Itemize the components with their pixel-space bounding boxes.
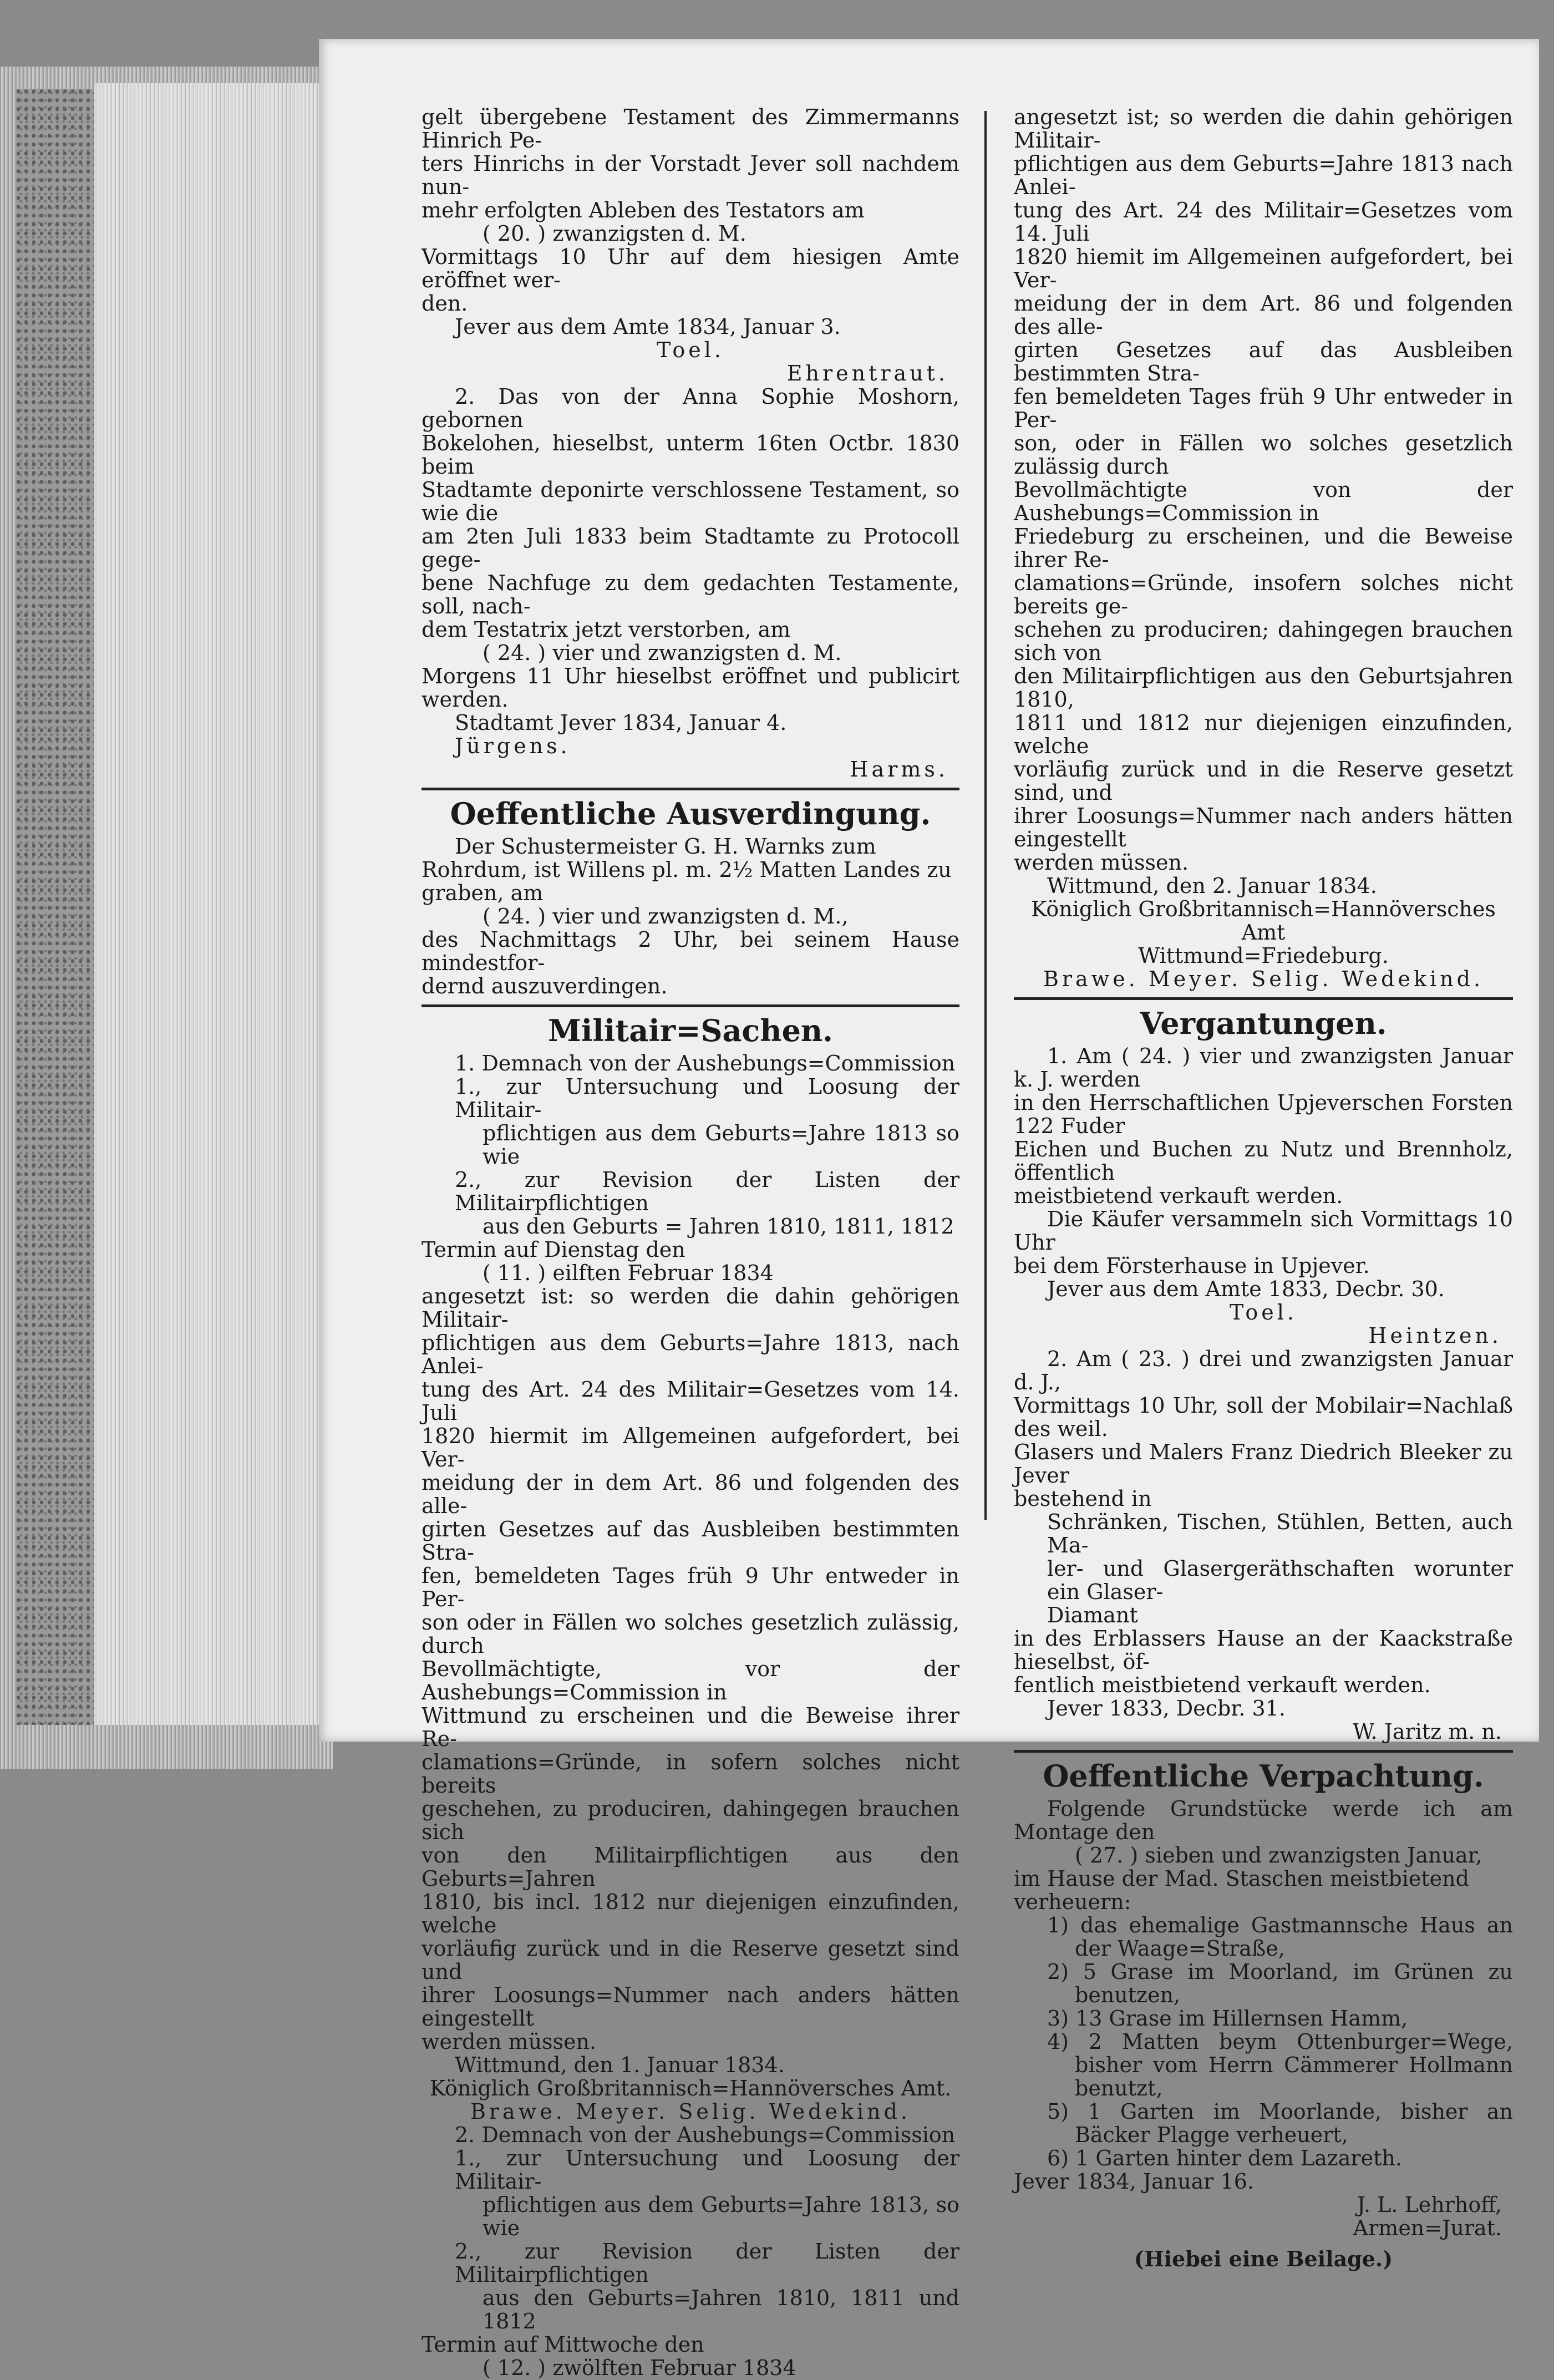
text-line: mehr erfolgten Ableben des Testators am: [421, 198, 865, 222]
text-line: girten Gesetzes auf das Ausbleiben bestimmten Stra-: [1014, 338, 1513, 385]
signature: W. Jaritz m. n.: [1353, 1719, 1502, 1744]
text-line: werden müssen.: [1014, 850, 1189, 875]
text-line: 1. Am ( 24. ) vier und zwanzigsten Januar k. J. werden: [1014, 1044, 1513, 1092]
signature: Harms.: [850, 757, 948, 782]
text-line: Wittmund zu erscheinen und die Beweise ihrer Re-: [421, 1703, 959, 1751]
text-line: vorläufig zurück und in die Reserve gesetzt sind, und: [1014, 757, 1513, 805]
text-line: Rohrdum, ist Willens pl. m. 2½ Matten Landes zu: [421, 857, 952, 882]
text-line: von den Militairpflichtigen aus den Geburts=Jahren: [421, 1843, 959, 1891]
date-line: ( 24. ) vier und zwanzigsten d. M.,: [483, 904, 849, 928]
list-item: 3) 13 Grase im Hillernsen Hamm,: [1047, 2006, 1408, 2031]
text-line: Bokelohen, hieselbst, unterm 16ten Octbr. 1830 beim: [421, 431, 959, 479]
testament-notice-2: [421, 385, 959, 781]
list-item: 4) 2 Matten beym Ottenburger=Wege, bisher vom Herrn Cämmerer Hollmann benutzt,: [1047, 2029, 1513, 2100]
text-line: des Nachmittags 2 Uhr, bei seinem Hause mindestfor-: [421, 927, 959, 975]
text-line: am 2ten Juli 1833 beim Stadtamte zu Protocoll gege-: [421, 524, 959, 572]
date-line: ( 24. ) vier und zwanzigsten d. M.: [483, 641, 842, 665]
text-line: 2. Das von der Anna Sophie Moshorn, gebornen: [421, 384, 959, 432]
date-line: ( 20. ) zwanzigsten d. M.: [483, 221, 746, 246]
text-line: Der Schustermeister G. H. Warnks zum: [455, 834, 876, 859]
text-line: ihrer Loosungs=Nummer nach anders hätten eingestellt: [421, 1983, 959, 2031]
text-line: Stadtamte deponirte verschlossene Testament, so wie die: [421, 478, 959, 525]
place-date: Wittmund, den 1. Januar 1834.: [455, 2053, 785, 2077]
section-rule: [421, 1004, 959, 1007]
place-date: Jever aus dem Amte 1834, Januar 3.: [455, 314, 841, 339]
text-line: 1820 hiermit im Allgemeinen aufgefordert, bei Ver-: [421, 1424, 959, 1471]
text-line: Bevollmächtigte von der Aushebungs=Commission in: [1014, 478, 1513, 525]
signature-line: Brawe. Meyer. Selig. Wedekind.: [1043, 967, 1484, 991]
text-line: geschehen, zu produciren, dahingegen brauchen sich: [421, 1797, 959, 1844]
text-line: werden müssen.: [421, 2029, 597, 2054]
text-line: Friedeburg zu erscheinen, und die Beweise ihrer Re-: [1014, 524, 1513, 572]
text-line: 2., zur Revision der Listen der Militairpflichtigen: [455, 2239, 959, 2287]
text-line: aus den Geburts = Jahren 1810, 1811, 1812: [483, 1214, 954, 1239]
authority-line: Königlich Großbritannisch=Hannöversches Amt: [1031, 897, 1496, 945]
signature-line: Brawe. Meyer. Selig. Wedekind.: [470, 2099, 911, 2124]
text-line: im Hause der Mad. Staschen meistbietend verheuern:: [1014, 1866, 1469, 1914]
text-line: bene Nachfuge zu dem gedachten Testamente, soll, nach-: [421, 571, 959, 618]
section-heading: Vergantungen.: [1140, 1006, 1387, 1041]
section-rule: [1014, 997, 1513, 1000]
text-line: angesetzt ist; so werden die dahin gehörigen Militair-: [1014, 105, 1513, 153]
date-line: ( 27. ) sieben und zwanzigsten Januar,: [1075, 1843, 1482, 1868]
text-line: in des Erblassers Hause an der Kaackstraße hieselbst, öf-: [1014, 1626, 1513, 1674]
text-line: Morgens 11 Uhr hieselbst eröffnet und publicirt werden.: [421, 664, 959, 712]
section-rule: [1014, 1750, 1513, 1753]
date-line: ( 12. ) zwölften Februar 1834: [483, 2356, 796, 2380]
text-line: den.: [421, 291, 468, 316]
text-line: schehen zu produciren; dahingegen brauchen sich von: [1014, 617, 1513, 665]
text-line: 2., zur Revision der Listen der Militairpflichtigen: [455, 1168, 959, 1215]
vergantungen-section: [1014, 1006, 1513, 1743]
text-line: 1820 hiemit im Allgemeinen aufgefordert, bei Ver-: [1014, 245, 1513, 292]
section-heading: Militair=Sachen.: [547, 1013, 833, 1048]
column-divider: [984, 111, 987, 1520]
authority-line: Königlich Großbritannisch=Hannöversches Amt.: [429, 2076, 952, 2100]
text-line: pflichtigen aus dem Geburts=Jahre 1813, nach Anlei-: [421, 1331, 959, 1378]
ausverdingung-section: [421, 796, 959, 998]
place-date: Stadtamt Jever 1834, Januar 4.: [455, 711, 787, 735]
text-line: pflichtigen aus dem Geburts=Jahre 1813 so wie: [483, 1121, 959, 1169]
text-line: meidung der in dem Art. 86 und folgenden des alle-: [1014, 291, 1513, 339]
place-date: Jever 1834, Januar 16.: [1014, 2169, 1254, 2194]
text-line: meidung der in dem Art. 86 und folgenden des alle-: [421, 1470, 959, 1518]
text-line: 2. Demnach von der Aushebungs=Commission: [455, 2123, 956, 2147]
supplement-note: (Hiebei eine Beilage.): [1134, 2246, 1393, 2271]
verpachtung-section: [1014, 1758, 1513, 2271]
text-line: Eichen und Buchen zu Nutz und Brennholz, öffentlich: [1014, 1137, 1513, 1185]
text-line: Glasers und Malers Franz Diedrich Bleeker zu Jever: [1014, 1440, 1513, 1488]
text-line: Termin auf Dienstag den: [421, 1237, 685, 1262]
text-line: Termin auf Mittwoche den: [421, 2332, 704, 2357]
text-line: 1811 und 1812 nur diejenigen einzufinden, welche: [1014, 711, 1513, 758]
text-line: 1., zur Untersuchung und Loosung der Militair-: [455, 2146, 959, 2194]
text-line: clamations=Gründe, insofern solches nicht bereits ge-: [1014, 571, 1513, 618]
left-column: [421, 105, 959, 2379]
text-line: aus den Geburts=Jahren 1810, 1811 und 1812: [483, 2286, 959, 2333]
newspaper-page: [319, 39, 1539, 2380]
right-column: [1014, 105, 1513, 2271]
text-line: Diamant: [1047, 1603, 1138, 1627]
text-line: vorläufig zurück und in die Reserve gesetzt sind und: [421, 1936, 959, 1984]
text-line: den Militairpflichtigen aus den Geburtsjahren 1810,: [1014, 664, 1513, 712]
text-line: Vormittags 10 Uhr, soll der Mobilair=Nachlaß des weil.: [1014, 1393, 1513, 1441]
text-line: meistbietend verkauft werden.: [1014, 1184, 1343, 1208]
text-line: graben, am: [421, 881, 544, 905]
text-line: son, oder in Fällen wo solches gesetzlich zulässig durch: [1014, 431, 1513, 479]
text-line: 1. Demnach von der Aushebungs=Commission: [455, 1051, 956, 1075]
date-line: ( 11. ) eilften Februar 1834: [483, 1261, 774, 1285]
text-line: 1810, bis incl. 1812 nur diejenigen einzufinden, welche: [421, 1890, 959, 1937]
signature: Jürgens.: [455, 734, 571, 758]
text-line: son oder in Fällen wo solches gesetzlich zulässig, durch: [421, 1610, 959, 1658]
text-line: tung des Art. 24 des Militair=Gesetzes vom 14. Juli: [421, 1377, 959, 1425]
place-date: Jever aus dem Amte 1833, Decbr. 30.: [1047, 1277, 1445, 1301]
book-cover-marbled: [17, 89, 94, 1725]
signature: Armen=Jurat.: [1353, 2216, 1502, 2240]
text-line: dem Testatrix jetzt verstorben, am: [421, 617, 791, 642]
section-heading: Oeffentliche Verpachtung.: [1043, 1758, 1484, 1794]
text-line: fen, bemeldeten Tages früh 9 Uhr entweder in Per-: [421, 1564, 959, 1611]
list-item: 6) 1 Garten hinter dem Lazareth.: [1047, 2146, 1402, 2170]
text-line: tung des Art. 24 des Militair=Gesetzes vom 14. Juli: [1014, 198, 1513, 246]
text-line: bei dem Försterhause in Upjever.: [1014, 1254, 1370, 1278]
signature: Toel.: [1230, 1300, 1297, 1325]
text-line: fen bemeldeten Tages früh 9 Uhr entweder in Per-: [1014, 384, 1513, 432]
text-line: clamations=Gründe, in sofern solches nicht bereits: [421, 1750, 959, 1798]
text-line: 2. Am ( 23. ) drei und zwanzigsten Januar d. J.,: [1014, 1347, 1513, 1394]
list-item: 1) das ehemalige Gastmannsche Haus an der Waage=Straße,: [1047, 1913, 1513, 1961]
text-line: ihrer Loosungs=Nummer nach anders hätten eingestellt: [1014, 804, 1513, 851]
spacer: [1014, 2240, 1513, 2247]
text-line: fentlich meistbietend verkauft werden.: [1014, 1673, 1431, 1697]
signature: J. L. Lehrhoff,: [1357, 2193, 1502, 2217]
signature: Heintzen.: [1368, 1323, 1502, 1348]
text-line: in den Herrschaftlichen Upjeverschen Forsten 122 Fuder: [1014, 1090, 1513, 1138]
text-line: girten Gesetzes auf das Ausbleiben bestimmten Stra-: [421, 1517, 959, 1565]
book-page-stack: [94, 83, 338, 1725]
testament-notice-1: [421, 105, 959, 385]
text-line: pflichtigen aus dem Geburts=Jahre 1813 nach Anlei-: [1014, 151, 1513, 199]
place-date: Wittmund, den 2. Januar 1834.: [1047, 874, 1377, 898]
text-line: ler- und Glasergeräthschaften worunter ein Glaser-: [1047, 1556, 1513, 1604]
text-line: bestehend in: [1014, 1486, 1152, 1511]
text-line: Schränken, Tischen, Stühlen, Betten, auch Ma-: [1047, 1510, 1513, 1557]
text-line: Bevollmächtigte, vor der Aushebungs=Commission in: [421, 1657, 959, 1704]
text-line: Die Käufer versammeln sich Vormittags 10 Uhr: [1014, 1207, 1513, 1255]
list-item: 5) 1 Garten im Moorlande, bisher an Bäcker Plagge verheuert,: [1047, 2099, 1513, 2147]
text-line: angesetzt ist: so werden die dahin gehörigen Militair-: [421, 1284, 959, 1332]
signature: Ehrentraut.: [786, 361, 948, 385]
text-line: Folgende Grundstücke werde ich am Montage den: [1014, 1797, 1513, 1844]
place-date: Jever 1833, Decbr. 31.: [1047, 1696, 1286, 1721]
text-line: Vormittags 10 Uhr auf dem hiesigen Amte eröffnet wer-: [421, 245, 959, 292]
text-line: ters Hinrichs in der Vorstadt Jever soll nachdem nun-: [421, 151, 959, 199]
list-item: 2) 5 Grase im Moorland, im Grünen zu benutzen,: [1047, 1960, 1513, 2007]
authority-line: Wittmund=Friedeburg.: [1138, 943, 1389, 968]
signature: Toel.: [657, 338, 724, 362]
text-line: 1., zur Untersuchung und Loosung der Militair-: [455, 1074, 959, 1122]
section-rule: [421, 788, 959, 790]
text-line: dernd auszuverdingen.: [421, 974, 668, 998]
text-line: gelt übergebene Testament des Zimmermanns Hinrich Pe-: [421, 105, 959, 153]
section-heading: Oeffentliche Ausverdingung.: [450, 796, 931, 831]
text-line: pflichtigen aus dem Geburts=Jahre 1813, so wie: [483, 2193, 959, 2240]
militair-continuation: [1014, 105, 1513, 991]
militair-section: [421, 1013, 959, 2379]
